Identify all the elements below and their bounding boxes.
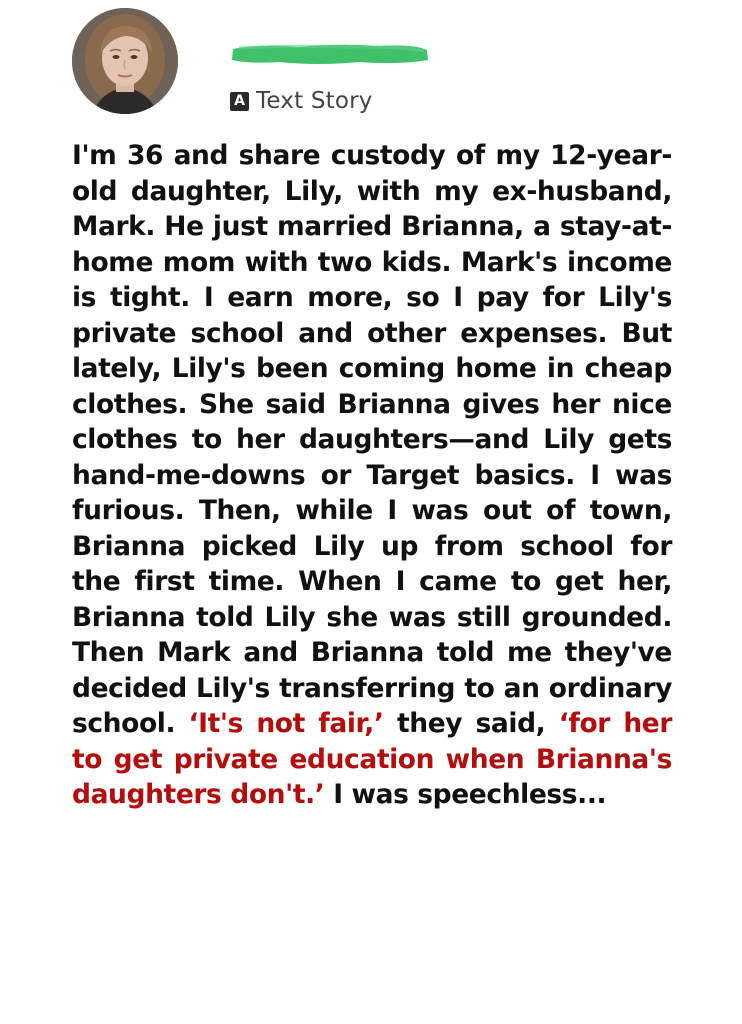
story-quote: ‘for her to get private education when Brianna's daughters don't.’ [72, 708, 673, 810]
text-story-icon: A [230, 92, 249, 111]
story-quote: ‘It's not fair,’ [188, 708, 384, 739]
story-body [72, 138, 672, 813]
story-text: they said, [383, 708, 559, 739]
story-text: I'm 36 and share custody of my 12-year-old daughter, Lily, with my ex-husband, Mark. He just married Brianna, a stay-at-home mom with two kids. Mark's income is tight. I earn more, so I pay for Lily's private school and other expenses. But lately, Lily's been coming home in cheap clothes. She said Brianna gives her nice clothes to her daughters—and Lily gets hand-me-downs or Target basics. I was furious. Then, while I was out of town, Brianna picked Lily up from school for the first time. When I came to get her, Brianna told Lily she was still grounded. Then Mark and Brianna told me they've decided Lily's transferring to an ordinary school. [72, 140, 672, 739]
author-avatar[interactable] [72, 8, 178, 114]
story-header [0, 0, 742, 130]
story-text: I was speechless... [324, 779, 607, 810]
author-name-redacted [229, 41, 431, 67]
story-type-badge [230, 86, 373, 116]
woman-portrait-avatar-icon [72, 8, 178, 114]
story-type-label: Text Story [256, 88, 373, 114]
